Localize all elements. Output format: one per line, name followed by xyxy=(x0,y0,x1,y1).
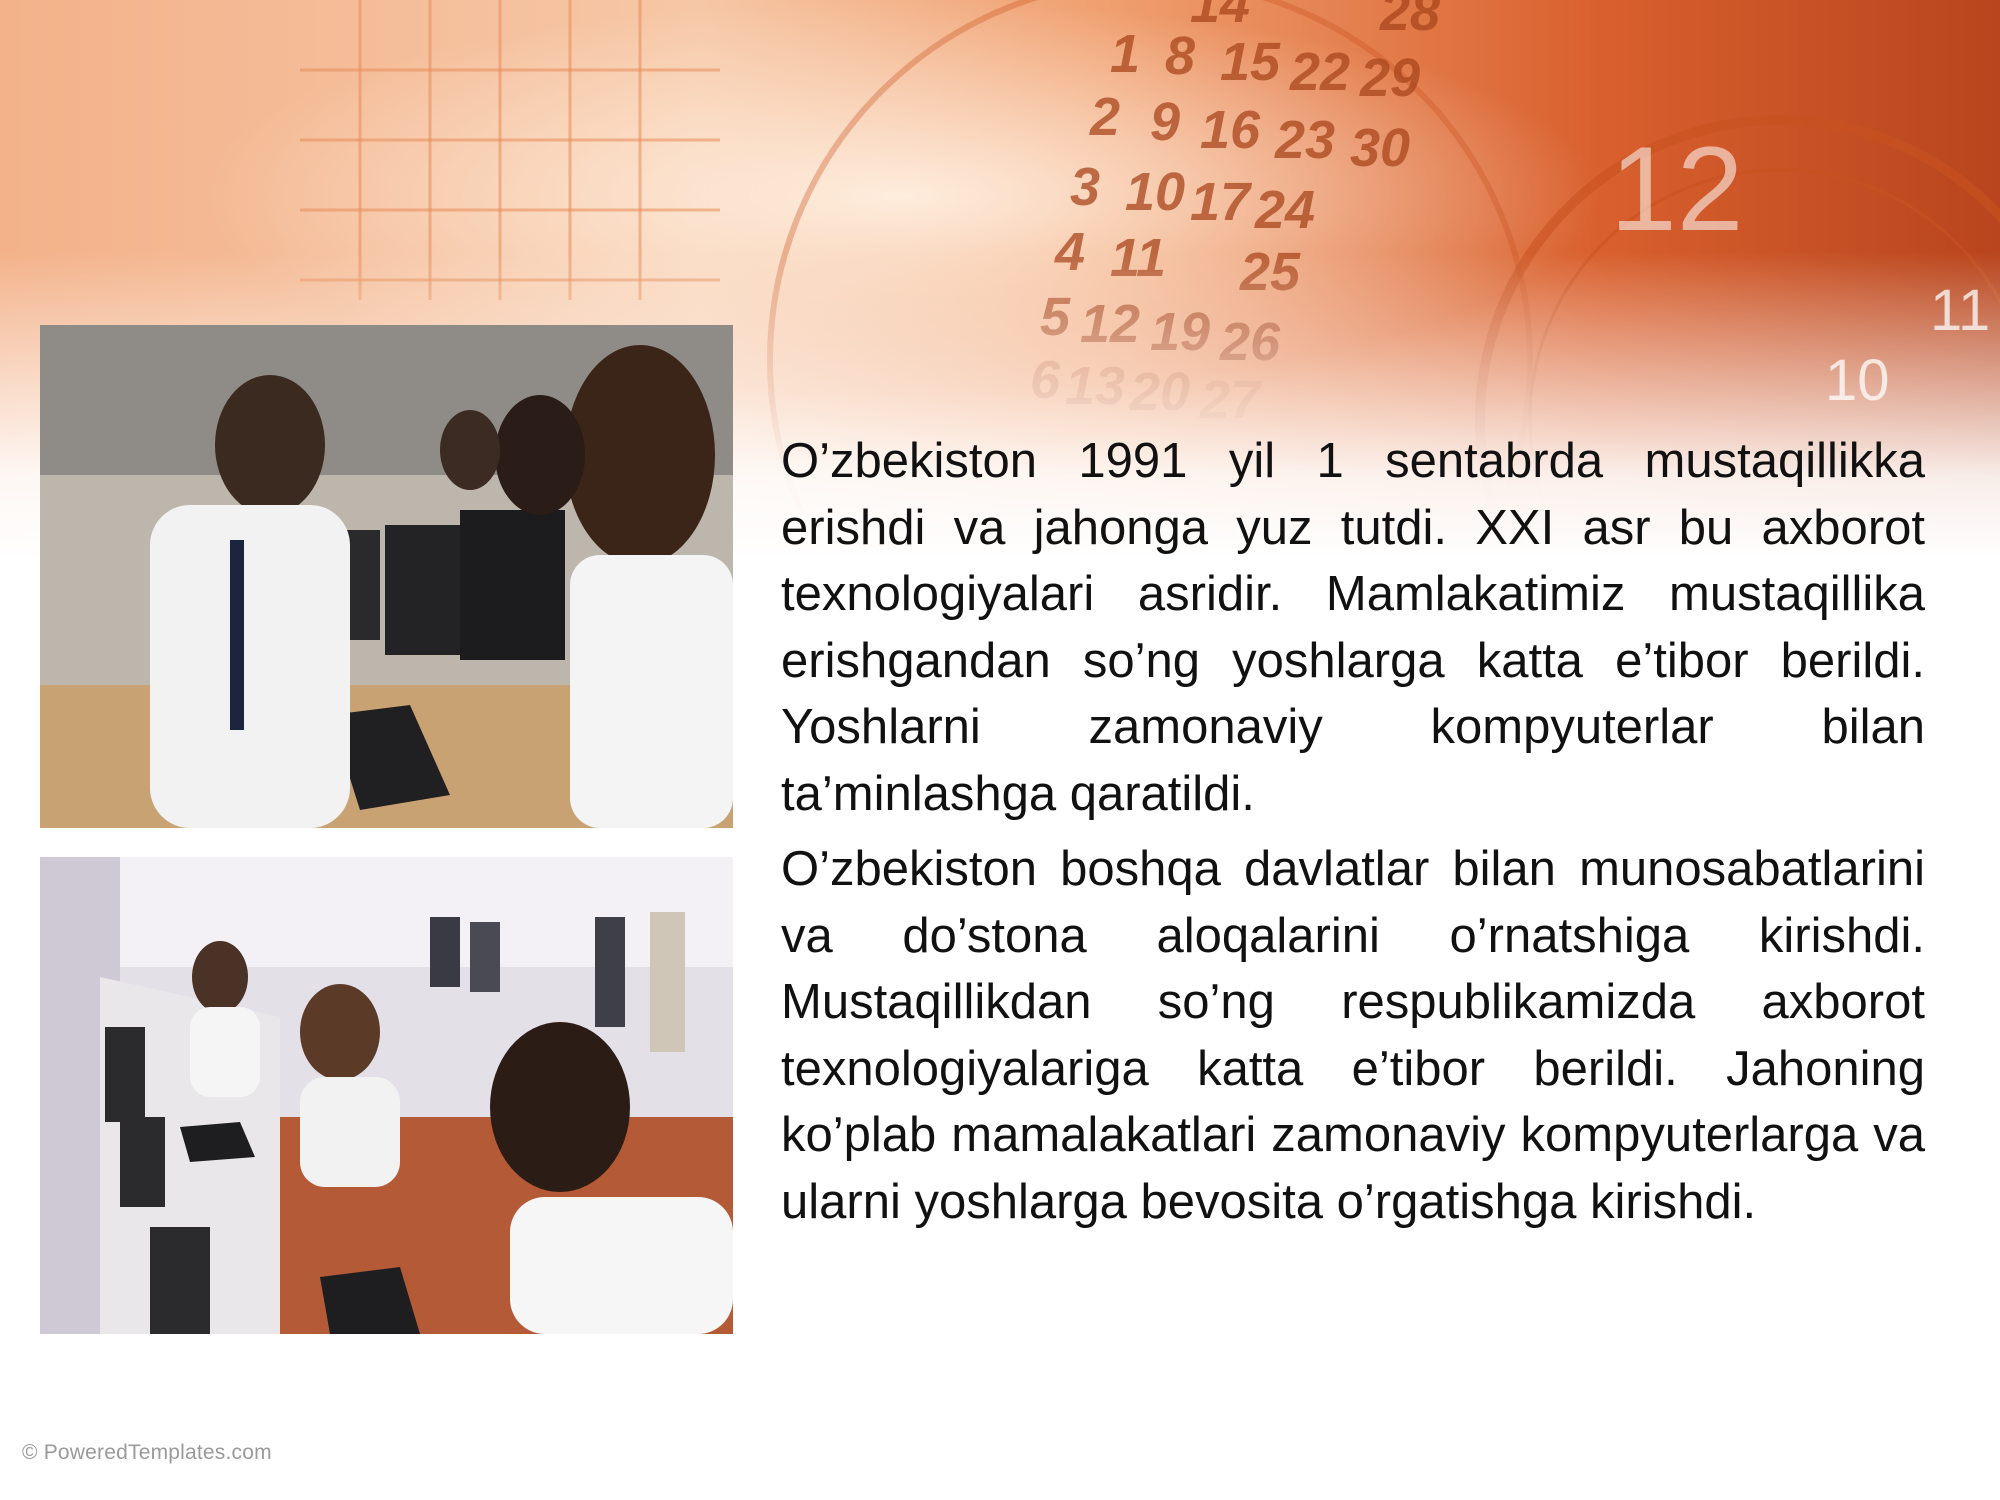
photo-computer-classroom xyxy=(40,857,733,1334)
photo-image xyxy=(40,325,733,828)
photo-students-computers xyxy=(40,325,733,828)
paragraph-independence: O’zbekiston 1991 yil 1 sentabrda mustaqillikka erishdi va jahonga yuz tutdi. XXI asr bu axborot texnologiyalari asridir. Mamlakatimiz mustaqillika erishgandan so’ng yoshlarga katta e’tibor berildi. Yoshlarni zamonaviy kompyuterlar bilan ta’minlashga qaratildi. xyxy=(781,434,1925,821)
photo-image xyxy=(40,857,733,1334)
footer-watermark: © PoweredTemplates.com xyxy=(22,1441,272,1464)
body-text xyxy=(781,428,1925,1244)
paragraph-relations: O’zbekiston boshqa davlatlar bilan munosabatlarini va do’stona aloqalarini o’rnatshiga kirishdi. Mustaqillikdan so’ng respublikamizda axborot texnologiyalariga katta e’tibor berildi. Jahoning ko’plab mamalakatlari zamonaviy kompyuterlarga va ularni yoshlarga bevosita o’rgatishga kirishdi. xyxy=(781,842,1925,1229)
